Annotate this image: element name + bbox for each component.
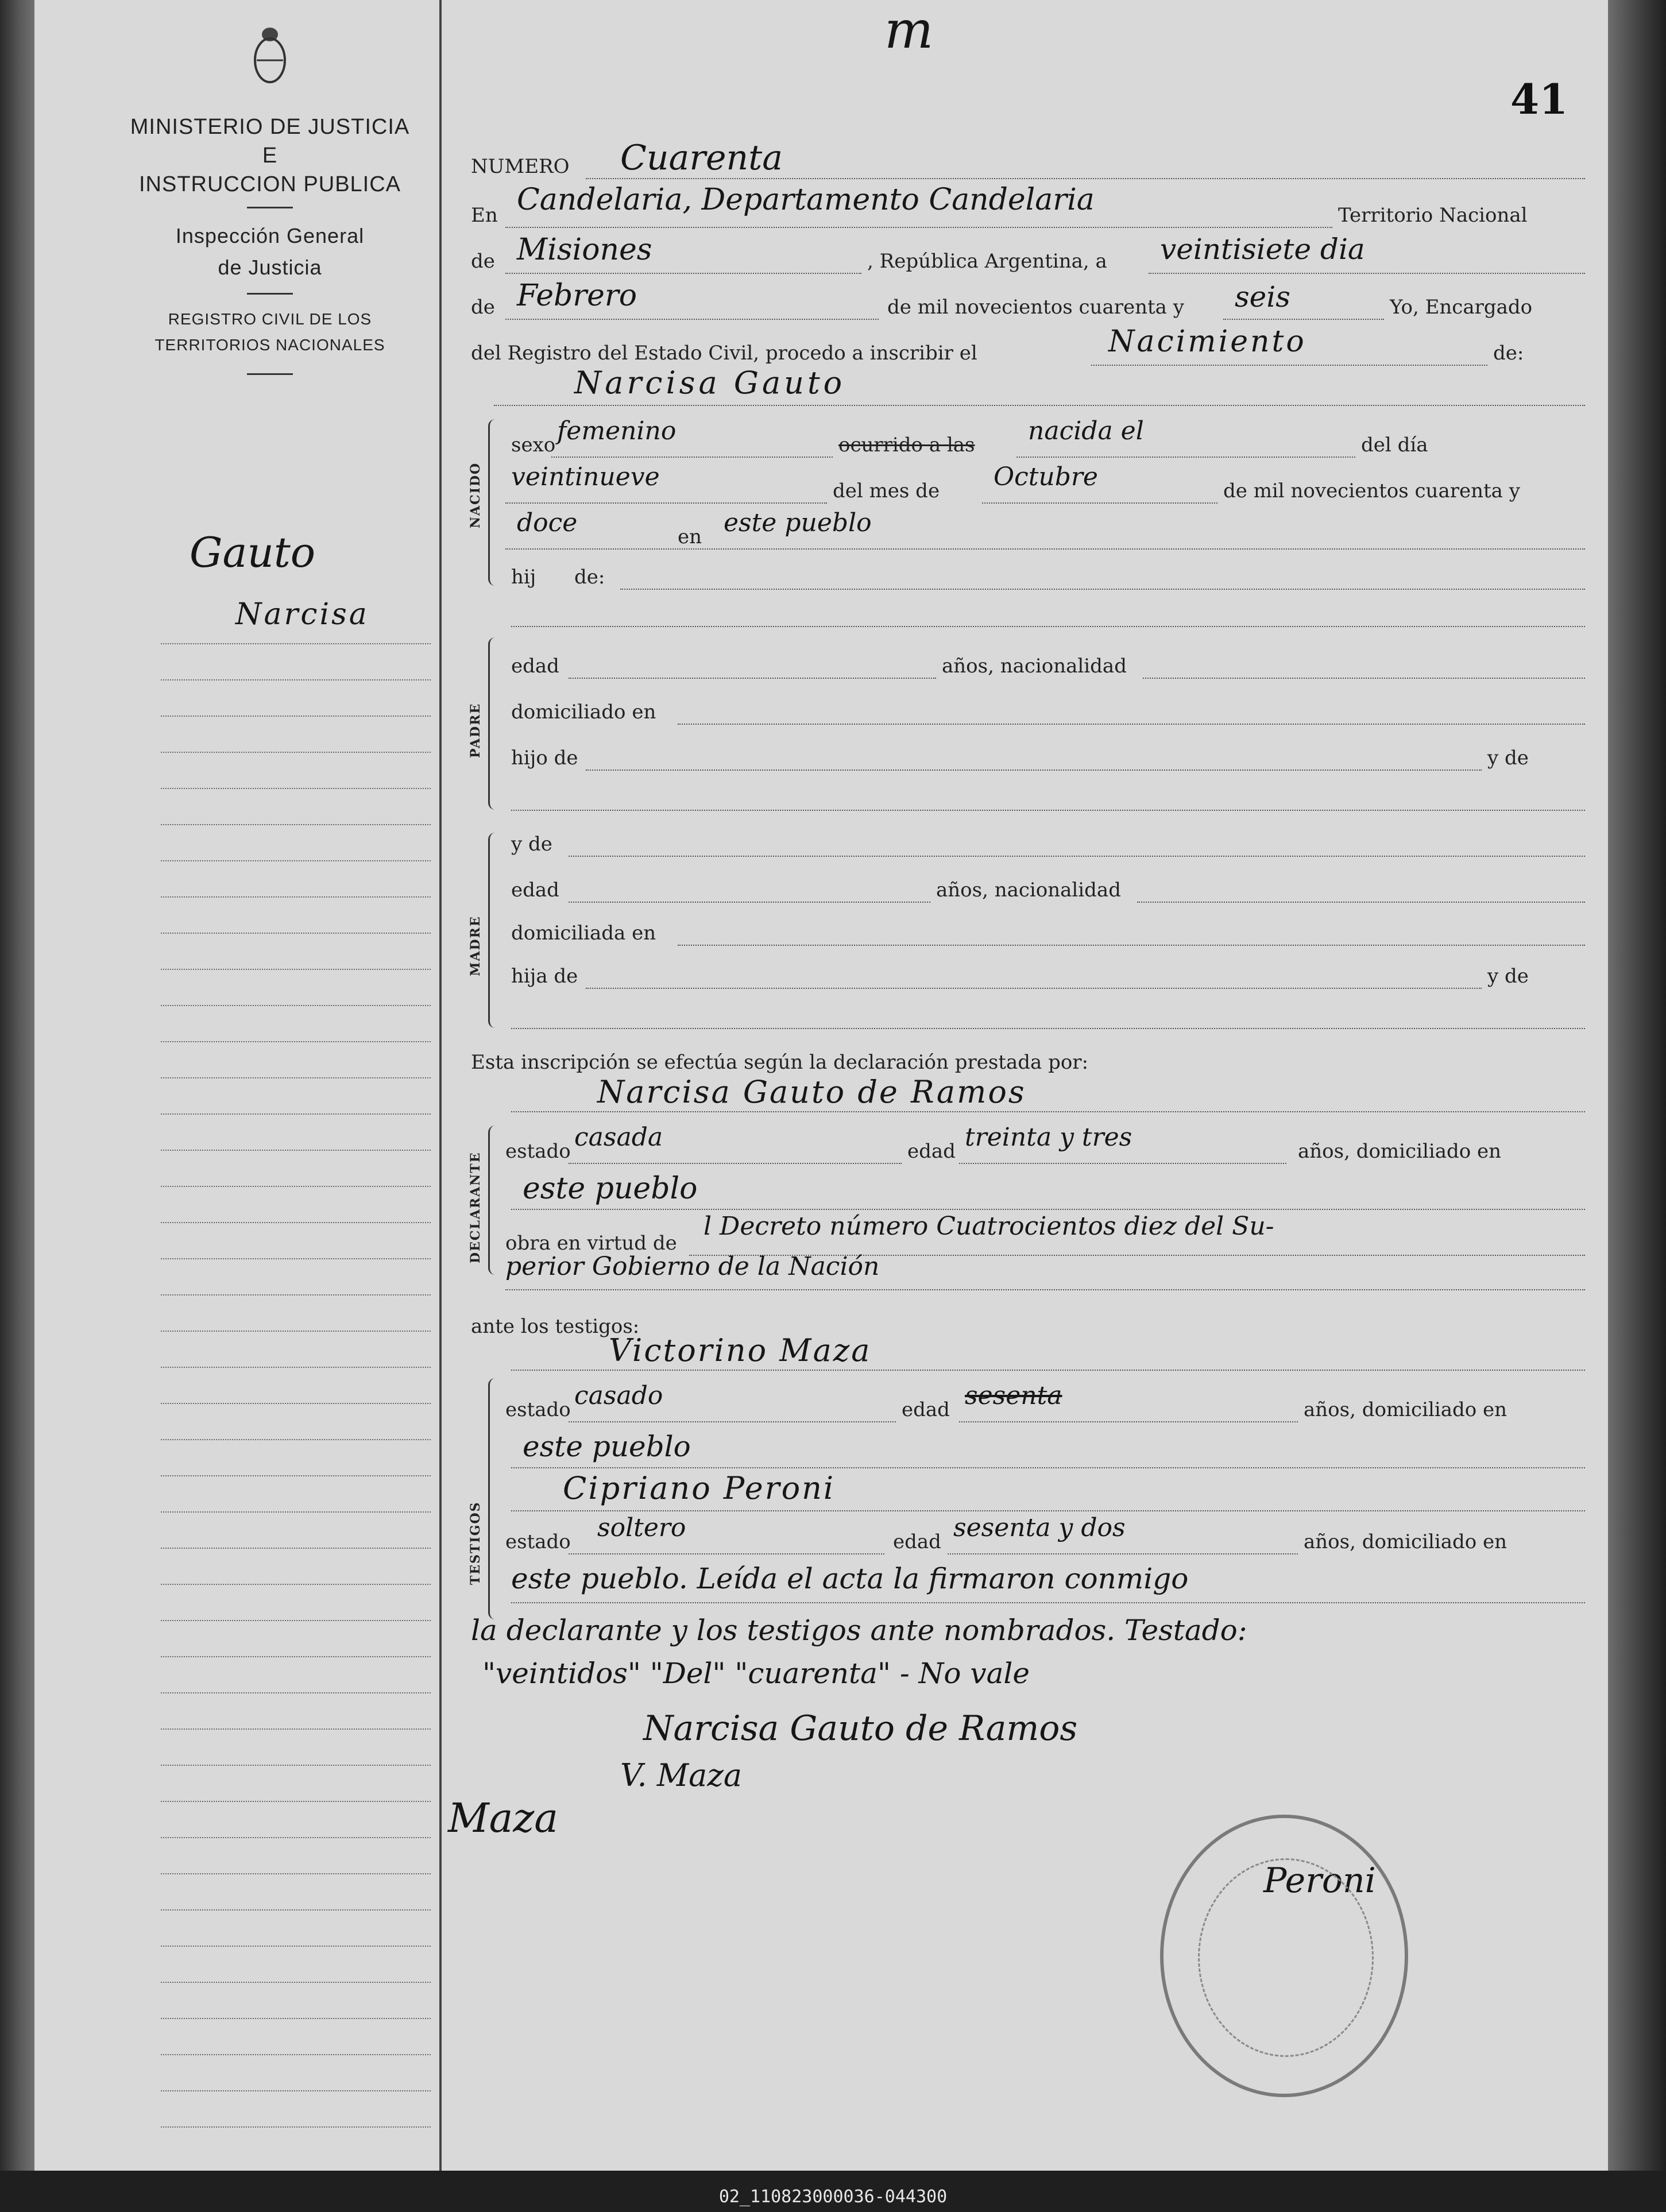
index-line [161,1258,431,1259]
rule [494,405,1585,406]
ministry-line1: MINISTERIO DE JUSTICIA [130,115,410,139]
index-line [161,2090,431,2091]
madre-brace [488,833,501,1028]
left-margin-column [121,23,419,2159]
declarante-domicilio-value: este pueblo [523,1171,698,1206]
rule [505,227,1332,228]
numero-value: Cuarenta [620,138,783,178]
testigo2-edad: sesenta y dos [953,1513,1126,1542]
index-line [161,1656,431,1657]
margin-given-name: Narcisa [235,597,369,632]
acto-value: Nacimiento [1108,324,1306,359]
rule [1143,678,1585,679]
index-line [161,2126,431,2128]
madre-yde2-label: y de [1487,965,1529,988]
rule [569,678,936,679]
index-line [161,896,431,898]
index-line [161,1005,431,1006]
numero-label: NUMERO [471,155,570,178]
rule [511,1028,1585,1029]
index-line [161,1873,431,1874]
index-line [161,1367,431,1368]
index-line [161,1439,431,1440]
rule [959,1163,1286,1164]
register-page [34,0,1631,2171]
index-line [161,1077,431,1078]
year-label: de mil novecientos cuarenta y [887,296,1184,319]
rule [586,988,1482,989]
index-line [161,1403,431,1404]
dia-value: veintinueve [511,462,660,492]
rule [1223,319,1384,320]
testigo1-anos-label: años, domiciliado en [1304,1398,1507,1421]
index-line [161,1801,431,1802]
index-line [161,1620,431,1621]
testigo2-estado: soltero [597,1513,686,1542]
obra-value: l Decreto número Cuatrocientos diez del Su- [703,1212,1274,1241]
territorio-label: Territorio Nacional [1338,204,1528,227]
testigo1-estado-label: estado [505,1398,571,1421]
testigos-section-label: TESTIGOS [468,1501,483,1585]
day-value: veintisiete dia [1160,233,1365,266]
index-line [161,1692,431,1693]
rule [569,1421,896,1422]
page-number: 41 [1510,75,1568,123]
index-line [161,824,431,825]
rule [959,1421,1298,1422]
de-value: Misiones [517,233,652,267]
closing-line-1: la declarante y los testigos ante nombrados. Testado: [471,1614,1247,1647]
padre-edad-label: edad [511,655,559,678]
anio-label: de mil novecientos cuarenta y [1223,479,1520,502]
index-line [161,643,431,644]
official-seal-stamp [1160,1815,1408,2097]
en-value: Candelaria, Departamento Candelaria [517,183,1095,217]
rule [505,319,879,320]
index-line [161,1548,431,1549]
madre-edad-label: edad [511,879,559,902]
madre-section-label: MADRE [468,915,483,976]
rule [511,1209,1585,1210]
testigo2-anos-label: años, domiciliado en [1304,1530,1507,1553]
hora-value: nacida el [1028,416,1144,446]
rule [948,1553,1298,1554]
rule [982,502,1217,504]
testigo1-domicilio: este pueblo [523,1430,691,1463]
index-line [161,1728,431,1730]
rule [1091,365,1487,366]
madre-hija-label: hija de [511,965,578,988]
testigo2-edad-label: edad [893,1530,941,1553]
ministry-line3: INSTRUCCION PUBLICA [138,172,401,196]
hij-de-label: de: [574,566,605,589]
top-scribble: m [884,0,934,60]
testigo1-estado: casado [574,1381,663,1410]
declarante-section-label: DECLARANTE [468,1151,483,1263]
yo-label: Yo, Encargado [1390,296,1533,319]
rule [620,589,1585,590]
index-line [161,1041,431,1042]
rule [511,1467,1585,1468]
index-line [161,752,431,753]
rule [505,548,1585,550]
index-line [161,1113,431,1115]
rule [551,457,833,458]
padre-hijo-label: hijo de [511,747,578,769]
index-line [161,1475,431,1476]
index-line [161,1765,431,1766]
nacido-section-label: NACIDO [468,462,483,528]
testigo1-edad-label: edad [902,1398,950,1421]
declarante-estado-value: casada [574,1123,663,1152]
index-line [161,1837,431,1838]
ministry-line4: Inspección General [175,224,365,248]
rule [511,1602,1585,1603]
de-label: de [471,250,495,273]
index-line [161,1909,431,1911]
mes-value: Octubre [994,462,1098,492]
rule [505,273,861,274]
index-line [161,788,431,789]
testigo2-estado-label: estado [505,1530,571,1553]
seal-emblem-icon [1198,1858,1374,2057]
ministry-line5: de Justicia [218,256,322,279]
coat-of-arms-icon [250,23,290,86]
signature-witness-2: Maza [448,1795,559,1842]
index-line [161,1186,431,1187]
binding-strip [1608,0,1666,2171]
rule [678,724,1585,725]
ministry-line7: TERRITORIOS NACIONALES [154,336,385,354]
obra-label: obra en virtud de [505,1232,677,1255]
rule [586,769,1482,771]
ocurrido-label: ocurrido a las [838,434,975,457]
declarante-brace [488,1126,501,1275]
rule [1016,457,1355,458]
footer-code: 02_110823000036-044300 [718,2187,948,2207]
declarante-anos-label: años, domiciliado en [1298,1140,1502,1163]
padre-brace [488,637,501,810]
index-line [161,2018,431,2019]
index-line [161,1982,431,1983]
testigo2-domicilio: este pueblo. Leída el acta la firmaron conmigo [511,1562,1189,1595]
signature-officer: Peroni [1263,1861,1376,1901]
declarante-edad-label: edad [907,1140,956,1163]
anio-value: doce [517,508,578,537]
rule [1149,273,1585,274]
testigo1-edad: sesenta [965,1381,1062,1410]
index-line [161,933,431,934]
index-line [161,1584,431,1585]
index-line [161,679,431,680]
madre-yde-label: y de [511,833,552,856]
month-value: Febrero [517,279,637,313]
padre-anos-label: años, nacionalidad [942,655,1127,678]
declarante-estado-label: estado [505,1140,571,1163]
divider [247,293,293,295]
divider [247,207,293,208]
declarante-name: Narcisa Gauto de Ramos [597,1074,1026,1110]
signature-declarante: Narcisa Gauto de Ramos [643,1708,1078,1749]
rule [511,1111,1585,1112]
signature-witness-1: V. Maza [620,1757,743,1793]
rule [569,1553,884,1554]
republica-label: , República Argentina, a [867,250,1107,273]
registro-label: del Registro del Estado Civil, procedo a inscribir el [471,342,977,365]
de3-label: de: [1493,342,1524,365]
rule [505,502,827,504]
rule [505,1289,1585,1290]
rule [569,902,930,903]
index-line [161,1331,431,1332]
padre-section-label: PADRE [468,702,483,758]
padre-domicilio-label: domiciliado en [511,701,656,724]
ministry-line6: REGISTRO CIVIL DE LOS [168,310,372,328]
index-line [161,1511,431,1513]
rule [586,178,1585,179]
index-line [161,2054,431,2055]
hij-label: hij [511,566,536,589]
divider [247,373,293,375]
declaracion-intro: Esta inscripción se efectúa según la declaración prestada por: [471,1051,1089,1074]
testigos-brace [488,1378,501,1619]
index-line [161,1222,431,1223]
testigo1-name: Victorino Maza [609,1332,872,1368]
rule [678,945,1585,946]
column-divider [439,0,442,2171]
padre-yde-label: y de [1487,747,1529,769]
madre-domicilio-label: domiciliada en [511,922,656,945]
de2-label: de [471,296,495,319]
index-line [161,969,431,970]
obra-value-2: perior Gobierno de la Nación [505,1252,880,1281]
ministry-line2: E [262,144,278,168]
rule [511,626,1585,627]
sexo-value: femenino [557,416,677,446]
nacido-brace [488,419,501,586]
rule [511,810,1585,811]
closing-line-2: "veintidos" "Del" "cuarenta" - No vale [482,1657,1030,1690]
sexo-label: sexo [511,434,556,457]
declarante-edad-value: treinta y tres [965,1123,1132,1152]
testigo2-name: Cipriano Peroni [563,1470,836,1506]
index-line [161,1946,431,1947]
madre-anos-label: años, nacionalidad [936,879,1121,902]
rule [569,1163,902,1164]
mes-label: del mes de [833,479,940,502]
index-line [161,860,431,861]
rule [511,1510,1585,1511]
en-label: En [471,204,498,227]
rule [1137,902,1585,903]
lugar-value: este pueblo [724,508,872,537]
margin-surname: Gauto [190,528,316,577]
year-value: seis [1235,280,1290,314]
index-line [161,716,431,717]
dia-label: del día [1361,434,1428,457]
index-line [161,1294,431,1296]
rule [511,1370,1585,1371]
rule [569,856,1585,857]
record-form [448,0,1597,2171]
nacido-name: Narcisa Gauto [574,365,846,401]
en-lugar-label: en [678,525,702,548]
testigos-intro: ante los testigos: [471,1315,640,1338]
index-line [161,1150,431,1151]
